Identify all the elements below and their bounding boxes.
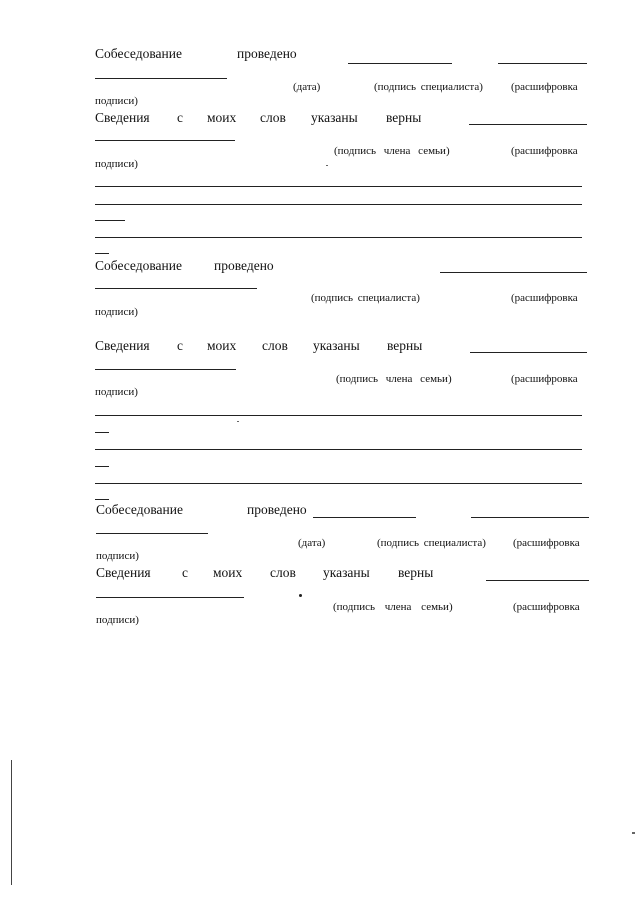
decode-caption-end: подписи) — [96, 614, 139, 626]
family-signature-blank — [486, 580, 589, 581]
notes-line — [95, 204, 582, 205]
statement-word-1: Сведения — [95, 110, 150, 125]
statement-word-6: верны — [387, 338, 423, 353]
date-blank — [313, 517, 416, 518]
notes-line — [95, 499, 109, 500]
interview-word-2: проведено — [237, 46, 297, 61]
specialist-signature-blank — [471, 517, 589, 518]
interview-word-1: Собеседование — [95, 46, 182, 61]
statement-word-4: слов — [262, 338, 288, 353]
decode-caption-end: подписи) — [96, 550, 139, 562]
decode-blank — [95, 78, 227, 79]
notes-line — [95, 466, 109, 467]
scan-speck — [632, 832, 635, 834]
interview-word-2: проведено — [247, 502, 307, 517]
notes-line — [95, 186, 582, 187]
scan-edge-mark — [11, 760, 12, 885]
interview-word-2: проведено — [214, 258, 274, 273]
notes-line — [95, 432, 109, 433]
statement-word-2: с — [182, 565, 188, 580]
notes-line — [95, 237, 582, 238]
scan-speck — [326, 165, 328, 166]
decode-blank — [96, 597, 244, 598]
date-blank — [348, 63, 452, 64]
statement-word-1: Сведения — [95, 338, 150, 353]
statement-word-3: моих — [207, 110, 237, 125]
notes-line — [95, 220, 125, 221]
family-signature-blank — [469, 124, 587, 125]
family-signature-caption: (подпись члена семьи) — [334, 145, 450, 157]
statement-word-3: моих — [207, 338, 237, 353]
decode-caption-end: подписи) — [95, 95, 138, 107]
statement-word-1: Сведения — [96, 565, 151, 580]
notes-line — [95, 449, 582, 450]
statement-word-4: слов — [270, 565, 296, 580]
decode-caption: (расшифровка — [511, 81, 578, 93]
decode-caption-end: подписи) — [95, 306, 138, 318]
decode-blank — [96, 533, 208, 534]
notes-line — [95, 483, 582, 484]
notes-line — [95, 253, 109, 254]
statement-word-5: указаны — [323, 565, 370, 580]
decode-blank — [95, 288, 257, 289]
family-signature-caption: (подпись члена семьи) — [336, 373, 452, 385]
decode-caption: (расшифровка — [511, 373, 578, 385]
decode-caption-end: подписи) — [95, 386, 138, 398]
statement-word-4: слов — [260, 110, 286, 125]
interview-word-1: Собеседование — [95, 258, 182, 273]
scan-speck — [237, 421, 239, 422]
scan-speck — [299, 594, 302, 597]
decode-blank — [95, 369, 236, 370]
decode-caption: (расшифровка — [513, 537, 580, 549]
date-caption: (дата) — [298, 537, 326, 549]
specialist-signature-caption: (подпись специалиста) — [374, 81, 483, 93]
specialist-signature-blank — [498, 63, 587, 64]
family-signature-caption: (подпись члена семьи) — [333, 601, 453, 613]
decode-caption: (расшифровка — [511, 145, 578, 157]
specialist-signature-blank — [440, 272, 587, 273]
statement-word-5: указаны — [313, 338, 360, 353]
statement-word-3: моих — [213, 565, 243, 580]
interview-word-1: Собеседование — [96, 502, 183, 517]
specialist-signature-caption: (подпись специалиста) — [311, 292, 420, 304]
decode-caption: (расшифровка — [511, 292, 578, 304]
statement-word-6: верны — [398, 565, 434, 580]
decode-blank — [95, 140, 235, 141]
statement-word-5: указаны — [311, 110, 358, 125]
statement-word-2: с — [177, 110, 183, 125]
statement-word-6: верны — [386, 110, 422, 125]
notes-line — [95, 415, 582, 416]
statement-word-2: с — [177, 338, 183, 353]
date-caption: (дата) — [293, 81, 321, 93]
decode-caption-end: подписи) — [95, 158, 138, 170]
decode-caption: (расшифровка — [513, 601, 580, 613]
family-signature-blank — [470, 352, 587, 353]
specialist-signature-caption: (подпись специалиста) — [377, 537, 486, 549]
